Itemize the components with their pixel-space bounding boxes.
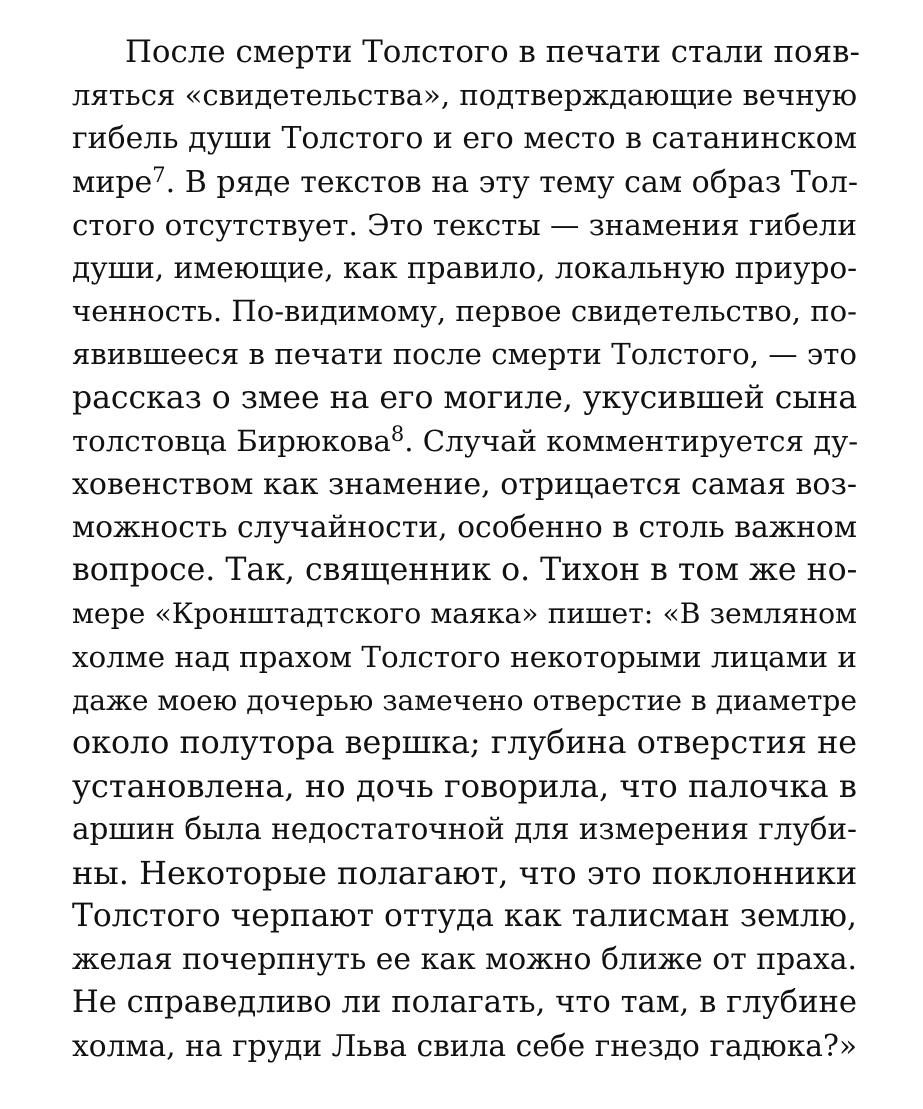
text-line xyxy=(72,161,857,204)
text-line: ляться «свидетельства», подтверждающие вечную xyxy=(72,78,857,113)
text-line: ны. Некоторые полагают, что это поклонники xyxy=(72,853,858,892)
text-line: около полутора вершка; глубина отверстия не xyxy=(72,725,857,761)
text-line: Толстого черпают оттуда как талисман землю, xyxy=(72,897,857,934)
text-line: мере «Кронштадтского маяка» пишет: «В земляном xyxy=(72,597,857,631)
footnote-marker: 7 xyxy=(152,162,166,187)
text-line: установлена, но дочь говорила, что палочка в xyxy=(72,767,857,806)
text-line: души, имеющие, как правило, локальную приуро- xyxy=(72,250,858,285)
text-line: даже моею дочерью замечено отверстие в диаметре xyxy=(72,683,857,717)
text-segment: толстовца Бирюкова xyxy=(72,423,391,458)
text-line xyxy=(72,420,857,463)
text-line: ховенством как знамение, отрицается самая воз- xyxy=(72,466,857,502)
body-paragraph xyxy=(72,31,860,1068)
text-line: рассказ о змее на его могиле, укусившей сына xyxy=(72,379,858,416)
text-line: желая почерпнуть ее как можно ближе от праха. xyxy=(72,941,857,977)
text-segment: мире xyxy=(72,164,153,200)
text-line: стого отсутствует. Это тексты — знамения гибели xyxy=(72,207,857,242)
text-line: гибель души Толстого и его место в сатанинском xyxy=(72,121,857,157)
footnote-marker: 8 xyxy=(390,421,405,446)
text-line: можность случайности, особенно в столь важном xyxy=(72,510,857,546)
text-line: аршин была недостаточной для измерения глуби- xyxy=(72,812,857,847)
text-line: После смерти Толстого в печати стали появ- xyxy=(125,34,860,70)
text-segment: . В ряде текстов на эту тему сам образ Тол- xyxy=(165,164,859,200)
text-line: Не справедливо ли полагать, что там, в глубине xyxy=(72,985,857,1021)
text-line: явившееся в печати после смерти Толстого, — это xyxy=(72,337,857,372)
text-segment: . Случай комментируется ду- xyxy=(404,423,859,458)
text-line: ченность. По-видимому, первое свидетельство, по- xyxy=(72,294,857,329)
text-line: холма, на груди Льва свила себе гнездо гадюка?» xyxy=(72,1028,857,1064)
text-line: холме над прахом Толстого некоторыми лицами и xyxy=(72,639,857,674)
text-line: вопросе. Так, священник о. Тихон в том же но- xyxy=(72,552,858,589)
